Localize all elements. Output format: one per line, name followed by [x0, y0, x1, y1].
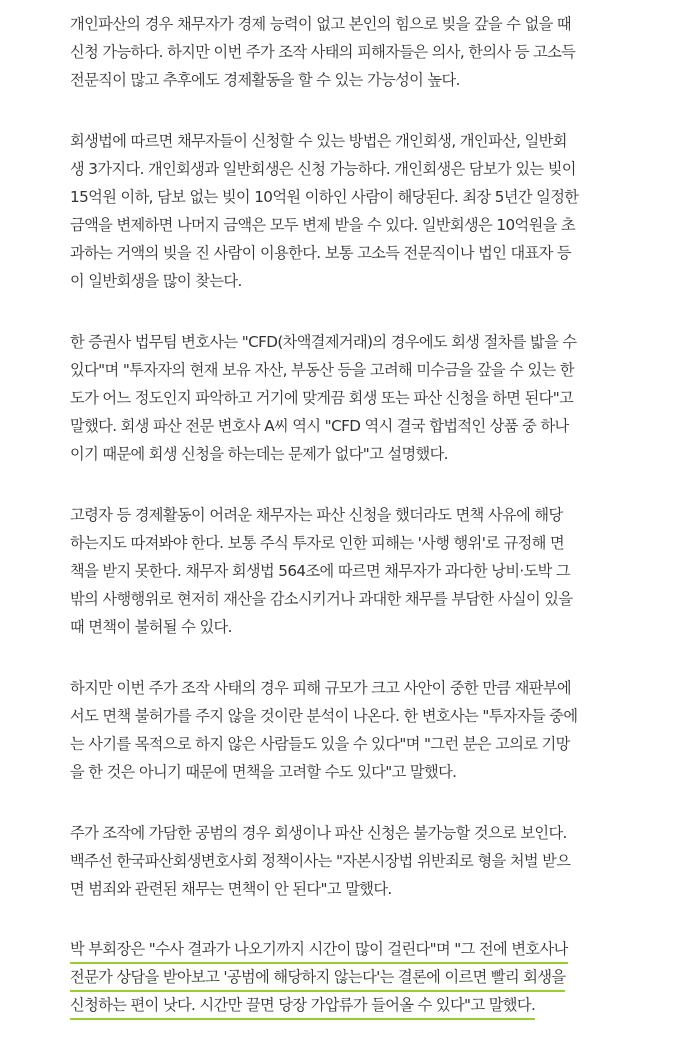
- article-paragraph: [70, 127, 630, 295]
- paragraph-line: 는 사기를 목적으로 하지 않은 사람들도 있을 수 있다"며 "그런 분은 고의로 기망: [70, 735, 570, 753]
- paragraph-line: 면 범죄와 관련된 채무는 면책이 안 된다"고 말했다.: [70, 880, 392, 898]
- article-paragraph: [70, 819, 630, 903]
- article-paragraph: [70, 328, 630, 468]
- paragraph-line: 한 증권사 법무팀 변호사는 "CFD(차액결제거래)의 경우에도 회생 절차를 밟을 수: [70, 333, 577, 351]
- article-paragraph: [70, 501, 630, 641]
- paragraph-line: 과하는 거액의 빚을 진 사람이 이용한다. 보통 고소득 전문직이나 법인 대표자 등: [70, 244, 572, 262]
- paragraph-line: 도가 어느 정도인지 파악하고 거기에 맞게끔 회생 또는 파산 신청을 하면 된다"고: [70, 389, 574, 407]
- paragraph-line: 개인파산의 경우 채무자가 경제 능력이 없고 본인의 힘으로 빚을 갚을 수 없을 때: [70, 15, 572, 33]
- paragraph-line: 을 한 것은 아니기 때문에 면책을 고려할 수도 있다"고 말했다.: [70, 763, 457, 781]
- paragraph-line: 서도 면책 불허가를 주지 않을 것이란 분석이 나온다. 한 변호사는 "투자자들 중에: [70, 707, 578, 725]
- paragraph-line: 말했다. 회생 파산 전문 변호사 A씨 역시 "CFD 역시 결국 합법적인 상품 중 하나: [70, 417, 569, 435]
- paragraph-line: 금액을 변제하면 나머지 금액은 모두 변제 받을 수 있다. 일반회생은 10억원을 초: [70, 216, 576, 234]
- paragraph-line: 밖의 사행행위로 현저히 재산을 감소시키거나 과대한 채무를 부담한 사실이 있을: [70, 590, 573, 608]
- paragraph-line: 회생법에 따르면 채무자들이 신청할 수 있는 방법은 개인회생, 개인파산, 일반회: [70, 132, 567, 150]
- paragraph-line: 하는지도 따져봐야 한다. 보통 주식 투자로 인한 피해는 '사행 행위'로 규정해 면: [70, 534, 565, 552]
- article-paragraph: [70, 10, 630, 94]
- paragraph-line: 고령자 등 경제활동이 어려운 채무자는 파산 신청을 했더라도 면책 사유에 해당: [70, 506, 563, 524]
- paragraph-line: 하지만 이번 주가 조작 사태의 경우 피해 규모가 크고 사안이 중한 만큼 재판부에: [70, 679, 572, 697]
- highlighted-paragraph: [70, 936, 630, 1020]
- paragraph-line: 생 3가지다. 개인회생과 일반회생은 신청 가능하다. 개인회생은 담보가 있는 빚이: [70, 160, 576, 178]
- paragraph-line: 신청하는 편이 낫다. 시간만 끌면 당장 가압류가 들어올 수 있다"고 말했다.: [70, 992, 535, 1020]
- paragraph-line: 때 면책이 불허될 수 있다.: [70, 618, 232, 636]
- paragraph-line: 전문직이 많고 추후에도 경제활동을 할 수 있는 가능성이 높다.: [70, 71, 460, 89]
- article-body: [70, 10, 630, 1053]
- article-paragraph: [70, 674, 630, 786]
- paragraph-line: 신청 가능하다. 하지만 이번 주가 조작 사태의 피해자들은 의사, 한의사 등 고소득: [70, 43, 576, 61]
- paragraph-line: 전문가 상담을 받아보고 '공범에 해당하지 않는다'는 결론에 이르면 빨리 회생을: [70, 964, 565, 992]
- paragraph-line: 이 일반회생을 많이 찾는다.: [70, 272, 242, 290]
- paragraph-line: 주가 조작에 가담한 공범의 경우 회생이나 파산 신청은 불가능할 것으로 보인다.: [70, 824, 567, 842]
- paragraph-line: 책을 받지 못한다. 채무자 회생법 564조에 따르면 채무자가 과다한 낭비·도박 그: [70, 562, 571, 580]
- paragraph-line: 백주선 한국파산회생변호사회 정책이사는 "자본시장법 위반죄로 형을 처벌 받으: [70, 852, 571, 870]
- paragraph-line: 15억원 이하, 담보 없는 빚이 10억원 이하인 사람이 해당된다. 최장 5년간 일정한: [70, 188, 579, 206]
- paragraph-line: 있다"며 "투자자의 현재 보유 자산, 부동산 등을 고려해 미수금을 갚을 수 있는 한: [70, 361, 574, 379]
- paragraph-line: 박 부회장은 "수사 결과가 나오기까지 시간이 많이 걸린다"며 "그 전에 변호사나: [70, 936, 568, 964]
- paragraph-line: 이기 때문에 회생 신청을 하는데는 문제가 없다"고 설명했다.: [70, 445, 448, 463]
